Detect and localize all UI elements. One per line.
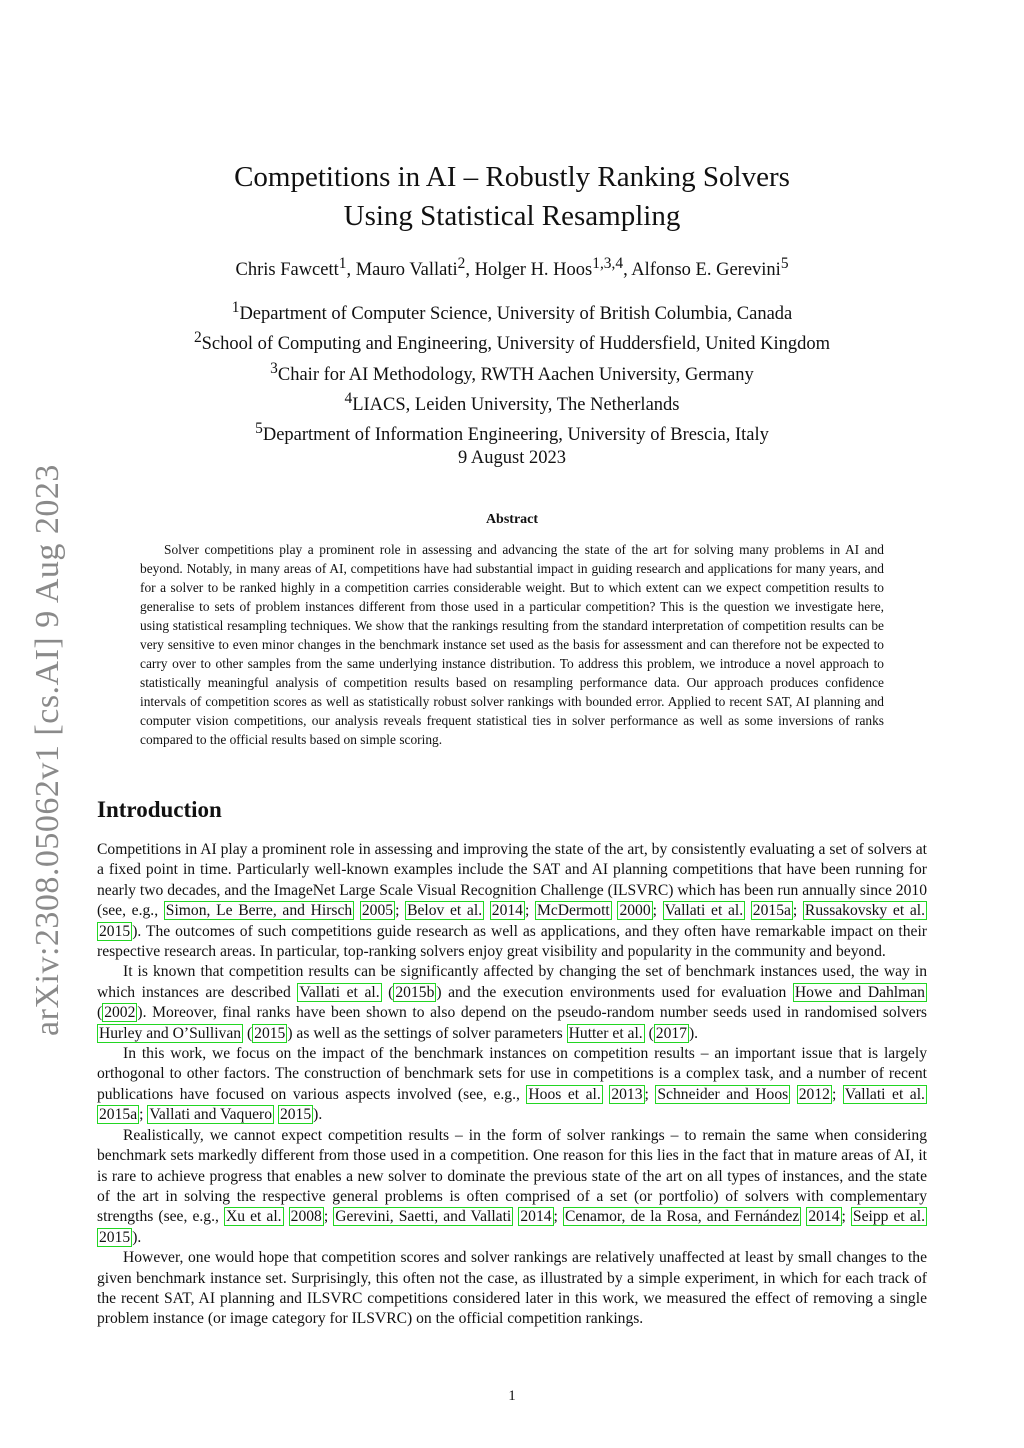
affiliation-text: Chair for AI Methodology, RWTH Aachen University, Germany xyxy=(277,364,754,385)
citation-link[interactable]: McDermott xyxy=(536,902,610,920)
citation-link[interactable]: 2015a xyxy=(752,902,791,920)
citation-link[interactable]: 2015 xyxy=(254,1024,286,1042)
author-affiliation-mark: 2 xyxy=(457,255,466,272)
citation-link[interactable]: 2014 xyxy=(520,1208,552,1226)
citation-link[interactable]: 2015b xyxy=(395,983,435,1001)
body-paragraph: However, one would hope that competition scores and solver rankings are relatively unaffected at least by small changes to the given benchmark instance set. Surprisingly, this often not the case, as illustrated by a simple experiment, in which for each track of the recent SAT, AI planning and ILSVRC competitions considered later in this work, we measured the effect of removing a single problem instance (or image category for ILSVRC) on the official competition rankings. xyxy=(97,1249,927,1328)
citation-link[interactable]: 2013 xyxy=(611,1085,643,1103)
citation-link[interactable]: Hoos et al. xyxy=(528,1085,601,1103)
affiliation-text: LIACS, Leiden University, The Netherlands xyxy=(352,395,680,416)
affiliation-number: 4 xyxy=(344,390,353,408)
author-name: Alfonso E. Gerevini xyxy=(631,260,781,281)
citation-link[interactable]: 2017 xyxy=(655,1024,687,1042)
citation-link[interactable]: 2008 xyxy=(290,1208,322,1226)
citation-link[interactable]: 2005 xyxy=(361,902,394,920)
affiliation-line xyxy=(0,387,1024,417)
citation-link[interactable]: Vallati et al. xyxy=(299,983,380,1001)
citation-link[interactable]: Schneider and Hoos xyxy=(657,1085,789,1103)
title-line-1: Competitions in AI – Robustly Ranking Solvers xyxy=(234,161,790,193)
citation-link[interactable]: Belov et al. xyxy=(407,902,483,920)
citation-link[interactable]: 2012 xyxy=(798,1085,830,1103)
affiliation-text: School of Computing and Engineering, University of Huddersfield, United Kingdom xyxy=(201,334,831,355)
citation-link[interactable]: Russakovsky et al. xyxy=(804,902,925,920)
page-number: 1 xyxy=(508,1388,516,1404)
author-name: Mauro Vallati xyxy=(355,260,458,281)
section-heading-introduction: Introduction xyxy=(97,797,222,822)
body-paragraph: Competitions in AI play a prominent role in assessing and improving the state of the art, by consistently evaluating a set of solvers at a fixed point in time. Particularly well-known examples include the SAT and AI planning competitions that have been running for nearly two decades, and the ImageNet Large Scale Visual Recognition Challenge (ILSVRC) which has been run annually since 2010 (see, e.g., Simon, Le Berre, and Hirsch 2005 ; Belov et al. 2014 ; McDermott 2000 ; Vallati et al. 2015a ; Russakovsky et al. 2015 ). The outcomes of such competitions guide research as well as applications, and they often have remarkable impact on their respective research areas. In particular, top-ranking solvers enjoy great visibility and popularity in the community and beyond. xyxy=(97,841,927,961)
author-affiliation-mark: 1,3,4 xyxy=(592,255,624,272)
author-affiliation-mark: 1 xyxy=(338,255,347,272)
body-paragraph: Realistically, we cannot expect competition results – in the form of solver rankings – to remain the same when considering benchmark sets markedly different from those used in a competition. One reason for this lies in the fact that in mature areas of AI, it is rare to achieve progress that enables a new solver to dominate the previous state of the art on all types of instances, and the state of the art in solving the respective general problems is often comprised of a set (or portfolio) of solvers with complementary strengths (see, e.g., Xu et al. 2008 ; Gerevini, Saetti, and Vallati 2014 ; Cenamor, de la Rosa, and Fernández 2014 ; Seipp et al. 2015 ). xyxy=(97,1126,927,1246)
citation-link[interactable]: Vallati et al. xyxy=(664,902,744,920)
citation-link[interactable]: Xu et al. xyxy=(225,1208,282,1226)
citation-link[interactable]: Cenamor, de la Rosa, and Fernández xyxy=(564,1208,800,1226)
citation-link[interactable]: 2015 xyxy=(279,1106,312,1124)
publication-date: 9 August 2023 xyxy=(458,448,566,468)
affiliation-text: Department of Information Engineering, University of Brescia, Italy xyxy=(262,425,769,446)
citation-link[interactable]: 2014 xyxy=(808,1208,840,1226)
author-name: Chris Fawcett xyxy=(235,260,339,281)
arxiv-identifier-stamp: arXiv:2308.05062v1 [cs.AI] 9 Aug 2023 xyxy=(29,464,66,1036)
affiliation-line xyxy=(0,417,1024,447)
citation-link[interactable]: Simon, Le Berre, and Hirsch xyxy=(165,902,353,920)
citation-link[interactable]: 2015 xyxy=(99,1228,131,1246)
affiliation-number: 1 xyxy=(231,299,240,316)
affiliation-line xyxy=(0,326,1024,356)
author-name: Holger H. Hoos xyxy=(474,260,593,281)
affiliation-number: 2 xyxy=(193,329,202,347)
citation-link[interactable]: Seipp et al. xyxy=(852,1208,925,1226)
citation-link[interactable]: 2015 xyxy=(99,922,131,940)
citation-link[interactable]: Hutter et al. xyxy=(568,1024,643,1042)
affiliation-line xyxy=(0,296,1024,326)
citation-link[interactable]: 2000 xyxy=(619,902,651,920)
paper-title xyxy=(0,158,1024,236)
citation-link[interactable]: 2014 xyxy=(491,902,523,920)
body-paragraph: It is known that competition results can be significantly affected by changing the set of benchmark instances used, the way in which instances are described Vallati et al. ( 2015b ) and the execution environments used for evaluation Howe and Dahlman ( 2002 ). Moreover, final ranks have been shown to also depend on the pseudo-random number seeds used in randomised solvers Hurley and O’Sullivan ( 2015 ) as well as the settings of solver parameters Hutter et al. ( 2017 ). xyxy=(97,963,927,1042)
citation-link[interactable]: Vallati et al. xyxy=(844,1085,925,1103)
citation-link[interactable]: Gerevini, Saetti, and Vallati xyxy=(335,1208,512,1226)
author-affiliation-mark: 5 xyxy=(780,255,789,272)
affiliation-number: 5 xyxy=(255,420,263,438)
abstract-heading: Abstract xyxy=(485,512,539,527)
affiliation-number: 3 xyxy=(270,359,278,377)
abstract-text: Solver competitions play a prominent role in assessing and advancing the state of the art for solving many problems in AI and beyond. Notably, in many areas of AI, competitions have had substantial impact in guiding research and applications for many years, and for a solver to be ranked highly in a competition carries considerable weight. But to which extent can we expect competition results to generalise to sets of problem instances different from those used in a particular competition? This is the question we investigate here, using statistical resampling techniques. We show that the rankings resulting from the standard interpretation of competition results can be very sensitive to even minor changes in the benchmark instance set used as the basis for assessment and can therefore not be expected to carry over to other samples from the same underlying instance distribution. To address this problem, we introduce a novel approach to statistically meaningful analysis of competition results based on resampling performance data. Our approach produces confidence intervals of competition scores as well as statistically robust solver rankings with bounded error. Applied to recent SAT, AI planning and computer vision competitions, our analysis reveals frequent statistical ties in solver performance as well as some inversions of ranks compared to the official results based on simple scoring. xyxy=(140,542,884,747)
affiliation-line xyxy=(0,357,1024,387)
citation-link[interactable]: 2015a xyxy=(99,1106,138,1124)
affiliation-text: Department of Computer Science, University of British Columbia, Canada xyxy=(239,304,793,325)
citation-link[interactable]: Hurley and O’Sullivan xyxy=(99,1024,242,1042)
citation-link[interactable]: Vallati and Vaquero xyxy=(149,1106,273,1124)
introduction-body xyxy=(97,840,927,1330)
citation-link[interactable]: Howe and Dahlman xyxy=(794,983,925,1001)
citation-link[interactable]: 2002 xyxy=(104,1004,136,1022)
body-paragraph: In this work, we focus on the impact of the benchmark instances on competition results – an important issue that is largely orthogonal to other factors. The construction of benchmark sets for use in competitions is a complex task, and a number of recent publications have focused on various aspects involved (see, e.g., Hoos et al. 2013 ; Schneider and Hoos 2012 ; Vallati et al. 2015a ; Vallati and Vaquero 2015 ). xyxy=(97,1045,927,1124)
title-line-2: Using Statistical Resampling xyxy=(343,200,681,232)
affiliation-list xyxy=(0,296,1024,448)
author-list: Chris Fawcett$^1$, Mauro Vallati$^2$, Holger H. Hoos$^{1,3,4}$, Alfonso E. Gerevini$^5$ xyxy=(235,255,789,281)
